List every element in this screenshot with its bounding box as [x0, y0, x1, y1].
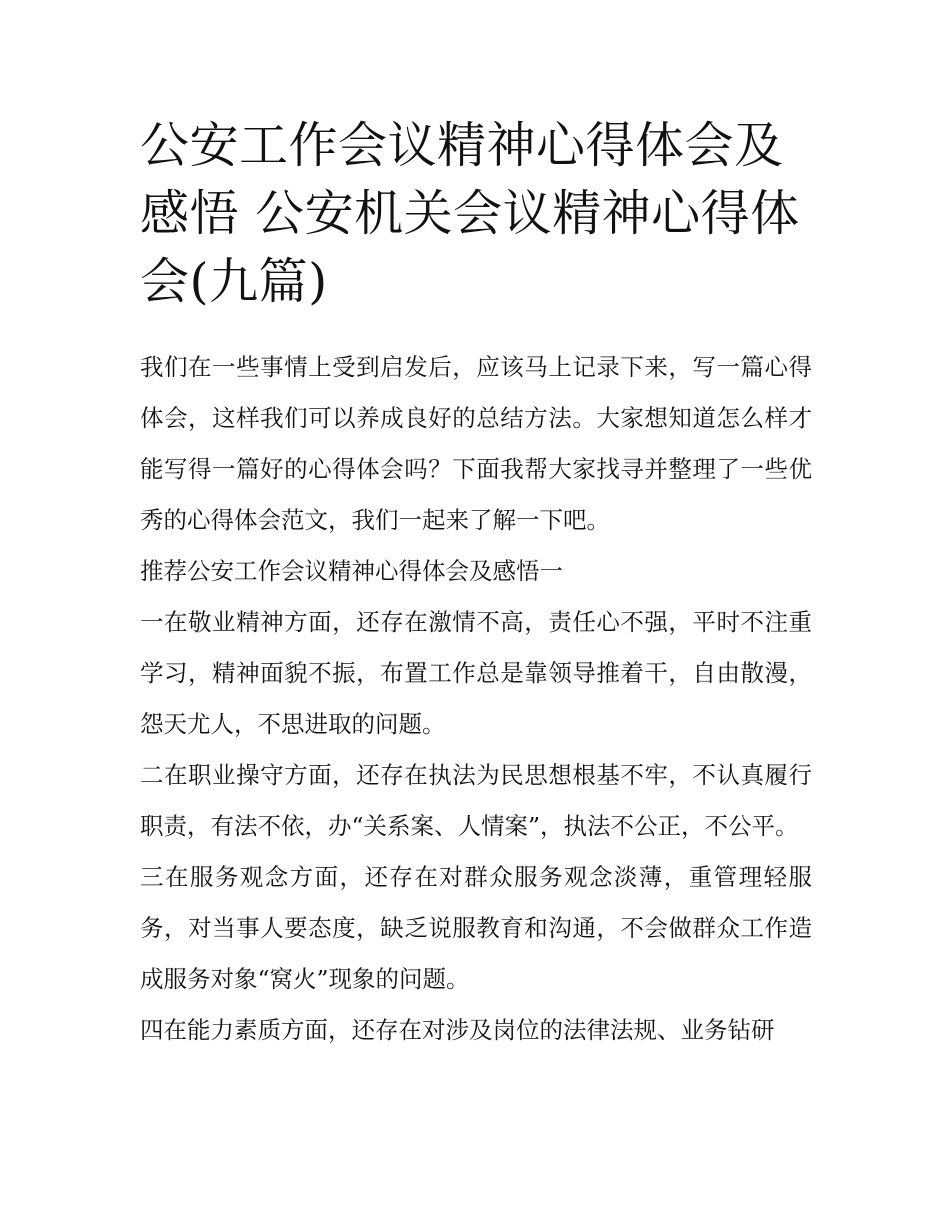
paragraph-point-4: 四在能力素质方面，还存在对涉及岗位的法律法规、业务钻研	[140, 1016, 775, 1044]
document-page	[140, 112, 812, 1056]
paragraph-point-1: 一在敬业精神方面，还存在激情不高，责任心不强，平时不注重学习，精神面貌不振，布置工作总是靠领导推着干，自由散漫，怨天尤人，不思进取的问题。	[140, 608, 812, 738]
paragraph-intro: 我们在一些事情上受到启发后，应该马上记录下来，写一篇心得体会，这样我们可以养成良好的总结方法。大家想知道怎么样才能写得一篇好的心得体会吗？下面我帮大家找寻并整理了一些优秀的心得体会范文，我们一起来了解一下吧。	[140, 353, 812, 534]
paragraph-point-3: 三在服务观念方面，还存在对群众服务观念淡薄，重管理轻服务，对当事人要态度，缺乏说服教育和沟通，不会做群众工作造成服务对象“窝火”现象的问题。	[140, 863, 812, 993]
section-heading: 推荐公安工作会议精神心得体会及感悟一	[140, 557, 563, 585]
document-title: 公安工作会议精神心得体会及感悟 公安机关会议精神心得体会(九篇)	[140, 117, 800, 310]
document-body	[140, 342, 812, 1056]
paragraph-point-2: 二在职业操守方面，还存在执法为民思想根基不牢，不认真履行职责，有法不依，办“关系案、人情案”，执法不公正，不公平。	[140, 761, 812, 840]
